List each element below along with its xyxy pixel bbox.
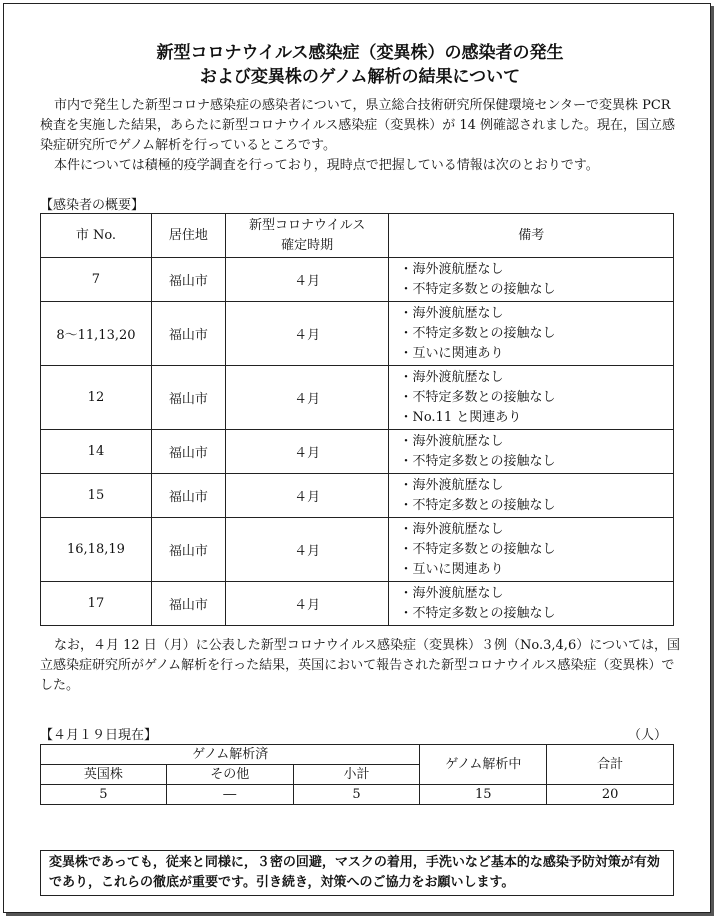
value-other: ― [166, 785, 293, 805]
case-notes [389, 430, 674, 474]
case-note-item: ・不特定多数との接触なし [399, 605, 556, 621]
case-residence: 福山市 [151, 582, 225, 626]
followup-paragraph: なお，４月 12 日（月）に公表した新型コロナウイルス感染症（変異株）３例（No.3,4,6）については，国立感染症研究所がゲノム解析を行った結果，英国において報告された新型コロナウイルス感染症（変異株）でした。 [40, 638, 680, 693]
case-note-item: ・海外渡航歴なし [399, 261, 504, 277]
header-other: その他 [166, 765, 293, 785]
cases-table [40, 213, 674, 626]
value-subtotal: 5 [293, 785, 420, 805]
header-residence: 居住地 [151, 214, 225, 258]
case-residence: 福山市 [151, 474, 225, 518]
value-total: 20 [547, 785, 674, 805]
case-date: ４月 [225, 258, 389, 302]
case-residence: 福山市 [151, 258, 225, 302]
case-note-item: ・海外渡航歴なし [399, 433, 504, 449]
case-note-item: ・不特定多数との接触なし [399, 453, 556, 469]
table-row [41, 474, 674, 518]
table-row [41, 258, 674, 302]
cases-header-row [41, 214, 674, 258]
table-row [41, 430, 674, 474]
stats-table [40, 744, 674, 805]
case-notes [389, 582, 674, 626]
case-note-item: ・海外渡航歴なし [399, 369, 504, 385]
case-date: ４月 [225, 430, 389, 474]
case-date: ４月 [225, 518, 389, 582]
header-total: 合計 [547, 745, 674, 785]
case-notes [389, 474, 674, 518]
case-residence: 福山市 [151, 518, 225, 582]
header-date: 新型コロナウイルス 確定時期 [225, 214, 389, 258]
document-title-line2: および変異株のゲノム解析の結果について [199, 67, 521, 87]
stats-value-row [41, 785, 674, 805]
case-notes [389, 258, 674, 302]
case-note-item: ・不特定多数との接触なし [399, 281, 556, 297]
value-in-progress: 15 [420, 785, 547, 805]
case-note-item: ・不特定多数との接触なし [399, 389, 556, 405]
case-note-item: ・海外渡航歴なし [399, 305, 504, 321]
stats-section-label: 【４月１９日現在】 [40, 728, 158, 743]
case-no: 8～11,13,20 [41, 302, 152, 366]
case-note-item: ・不特定多数との接触なし [399, 497, 556, 513]
header-subtotal: 小計 [293, 765, 420, 785]
header-uk: 英国株 [41, 765, 167, 785]
case-note-item: ・海外渡航歴なし [399, 477, 504, 493]
header-no: 市 No. [41, 214, 152, 258]
prevention-notice: 変異株であっても，従来と同様に，３密の回避，マスクの着用，手洗いなど基本的な感染予防対策が有効であり，これらの徹底が重要です。引き続き，対策へのご協力をお願いします。 [40, 850, 674, 896]
case-no: 14 [41, 430, 152, 474]
case-note-item: ・不特定多数との接触なし [399, 541, 556, 557]
intro-paragraph: 市内で発生した新型コロナ感染症の感染者について，県立総合技術研究所保健環境センターで変異株 PCR 検査を実施した結果，あらたに新型コロナウイルス感染症（変異株）が 14 例確認されました。現在，国立感染症研究所でゲノム解析を行っているところです。 [40, 98, 676, 153]
case-note-item: ・海外渡航歴なし [399, 521, 504, 537]
case-no: 7 [41, 258, 152, 302]
case-notes [389, 302, 674, 366]
case-date: ４月 [225, 366, 389, 430]
cases-section-label: 【感染者の概要】 [40, 198, 145, 213]
case-no: 17 [41, 582, 152, 626]
table-row [41, 518, 674, 582]
case-note-item: ・互いに関連あり [399, 345, 504, 361]
stats-unit: （人） [628, 728, 668, 743]
case-date: ４月 [225, 582, 389, 626]
table-row [41, 366, 674, 430]
case-residence: 福山市 [151, 366, 225, 430]
case-notes [389, 366, 674, 430]
case-note-item: ・不特定多数との接触なし [399, 325, 556, 341]
case-note-item: ・互いに関連あり [399, 561, 504, 577]
header-notes: 備考 [389, 214, 674, 258]
case-residence: 福山市 [151, 430, 225, 474]
value-uk: 5 [41, 785, 167, 805]
case-date: ４月 [225, 302, 389, 366]
document-title-line1: 新型コロナウイルス感染症（変異株）の感染者の発生 [156, 43, 564, 63]
case-note-item: ・No.11 と関連あり [399, 409, 522, 425]
header-in-progress: ゲノム解析中 [420, 745, 547, 785]
case-residence: 福山市 [151, 302, 225, 366]
header-analyzed: ゲノム解析済 [41, 745, 420, 765]
case-no: 16,18,19 [41, 518, 152, 582]
case-no: 15 [41, 474, 152, 518]
case-notes [389, 518, 674, 582]
case-no: 12 [41, 366, 152, 430]
table-row [41, 302, 674, 366]
table-row [41, 582, 674, 626]
case-date: ４月 [225, 474, 389, 518]
case-note-item: ・海外渡航歴なし [399, 585, 504, 601]
intro-paragraph-2: 本件については積極的疫学調査を行っており，現時点で把握している情報は次のとおりです。 [54, 158, 599, 173]
